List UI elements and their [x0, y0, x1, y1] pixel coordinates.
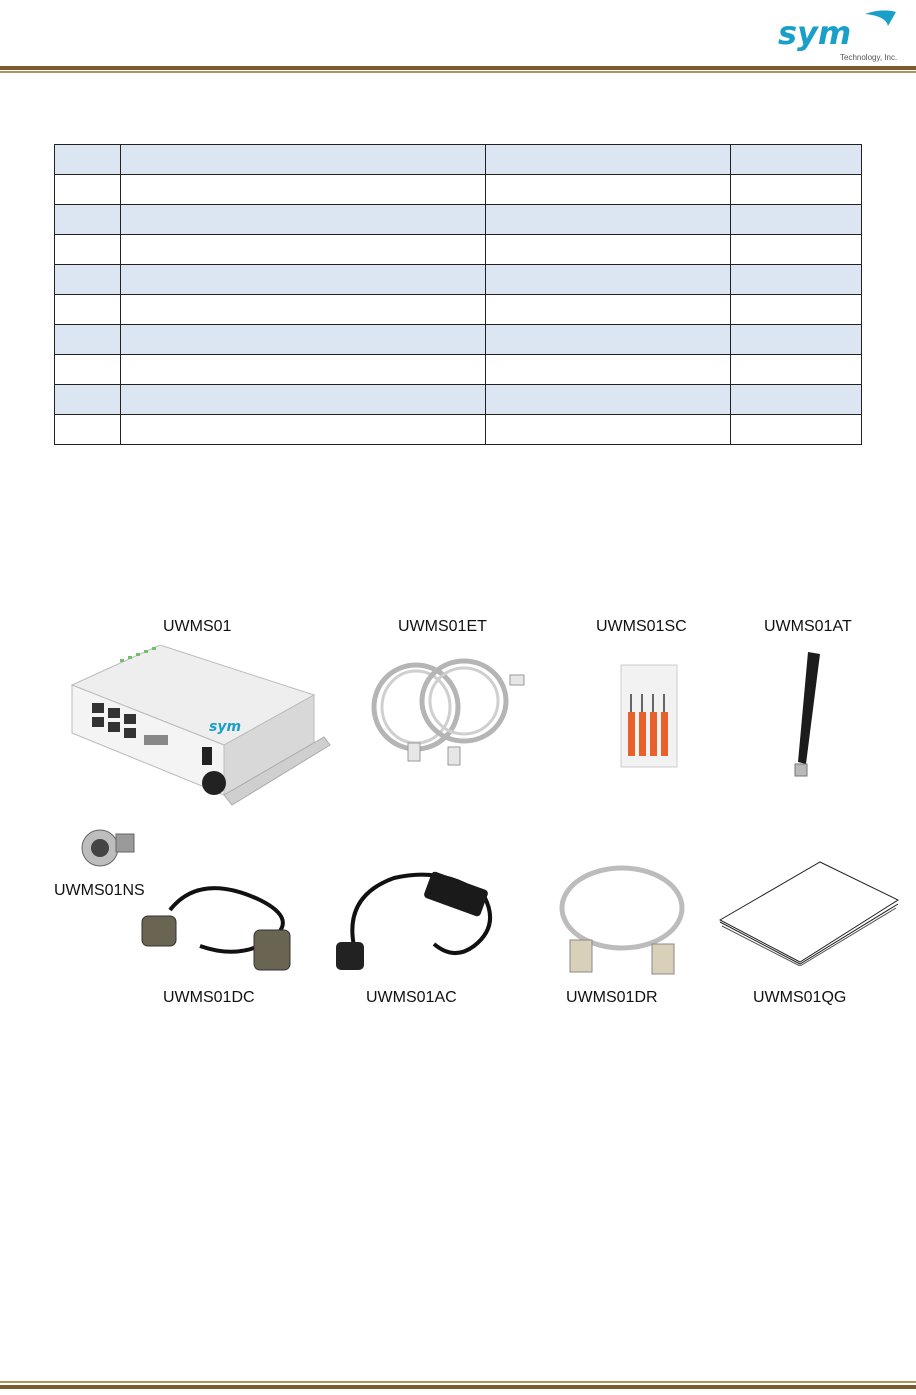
uwms01qg-guide-image [716, 858, 902, 966]
table-cell [486, 205, 731, 235]
uwms01ac-adapter-image [334, 866, 500, 974]
table-cell [731, 235, 862, 265]
table-cell [731, 415, 862, 445]
table-cell [731, 325, 862, 355]
label-uwms01: UWMS01 [163, 618, 232, 635]
table-row [55, 325, 862, 355]
svg-text:sym: sym [209, 719, 242, 735]
svg-text:sym: sym [778, 14, 852, 52]
table-cell [55, 295, 121, 325]
table-cell [55, 415, 121, 445]
table-row [55, 205, 862, 235]
table-row [55, 295, 862, 325]
uwms01-device-image [64, 645, 332, 810]
table-row [55, 265, 862, 295]
table-cell [121, 385, 486, 415]
table-row [55, 175, 862, 205]
table-cell [121, 145, 486, 175]
uwms01at-antenna-image [790, 650, 826, 782]
label-uwms01dc: UWMS01DC [163, 989, 255, 1006]
table-cell [55, 385, 121, 415]
footer-rule-thin [0, 1381, 916, 1383]
table-cell [731, 205, 862, 235]
svg-text:Technology, Inc.: Technology, Inc. [840, 53, 898, 62]
table-cell [55, 265, 121, 295]
label-uwms01et: UWMS01ET [398, 618, 487, 635]
header-rule-thin [0, 71, 916, 73]
table-cell [121, 355, 486, 385]
table-row [55, 415, 862, 445]
table-row [55, 385, 862, 415]
uwms01dr-cable-image [556, 862, 690, 980]
table-cell [731, 355, 862, 385]
table-cell [486, 415, 731, 445]
table-cell [731, 175, 862, 205]
uwms01ns-connector-image [78, 820, 138, 870]
table-cell [486, 145, 731, 175]
sym-logo [770, 6, 910, 66]
table-cell [121, 235, 486, 265]
uwms01dc-cable-image [140, 880, 300, 980]
label-uwms01ac: UWMS01AC [366, 989, 457, 1006]
table-cell [121, 325, 486, 355]
table-cell [55, 325, 121, 355]
label-uwms01dr: UWMS01DR [566, 989, 658, 1006]
table-row [55, 235, 862, 265]
table-cell [486, 355, 731, 385]
table-cell [731, 295, 862, 325]
table-cell [486, 265, 731, 295]
parts-table [54, 144, 862, 445]
table-cell [55, 235, 121, 265]
table-cell [486, 295, 731, 325]
uwms01et-cables-image [368, 655, 530, 770]
table-row [55, 145, 862, 175]
table-cell [55, 205, 121, 235]
table-cell [486, 175, 731, 205]
table-cell [486, 235, 731, 265]
header-rule [0, 66, 916, 70]
label-uwms01at: UWMS01AT [764, 618, 852, 635]
table-cell [486, 385, 731, 415]
table-cell [486, 325, 731, 355]
label-uwms01sc: UWMS01SC [596, 618, 687, 635]
table-cell [731, 385, 862, 415]
label-uwms01ns: UWMS01NS [54, 882, 145, 899]
table-cell [121, 205, 486, 235]
table-cell [121, 265, 486, 295]
table-cell [121, 175, 486, 205]
table-cell [731, 145, 862, 175]
table-cell [55, 145, 121, 175]
table-row [55, 355, 862, 385]
table-cell [731, 265, 862, 295]
footer-rule [0, 1385, 916, 1389]
label-uwms01qg: UWMS01QG [753, 989, 847, 1006]
table-cell [121, 415, 486, 445]
table-cell [55, 355, 121, 385]
table-cell [121, 295, 486, 325]
table-cell [55, 175, 121, 205]
uwms01sc-screws-image [620, 664, 678, 768]
